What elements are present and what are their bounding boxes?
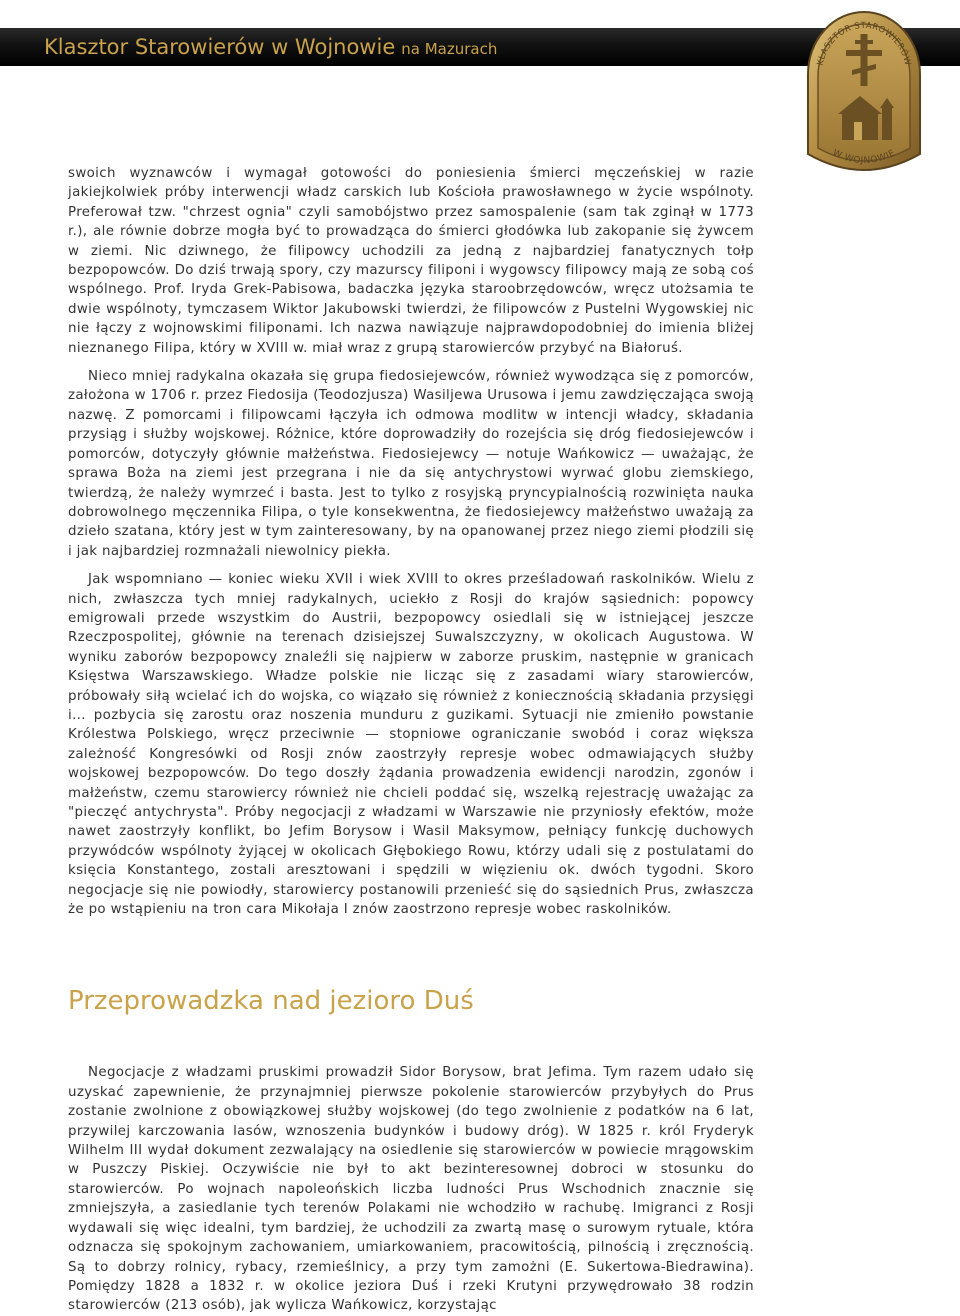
- paragraph: Jak wspomniano — koniec wieku XVII i wiek XVIII to okres prześladowań raskolników. Wielu z nich, zwłaszcza tych mniej radykalnych, uciekło z Rosji do krajów sąsiednich: popowcy emigrowali przede wszystkim do Austrii, bezpopowcy osiedlali się w istniejącej jeszcze Rzeczpospolitej, głównie na terenach dzisiejszej Suwalszczyzny, w okolicach Augustowa. W wyniku zaborów bezpopowcy znaleźli się najpierw w zaborze pruskim, następnie w granicach Księstwa Warszawskiego. Władze polskie nie licząc się z zasadami wiary starowierców, próbowały siłą wcielać ich do wojska, co wiązało się również z koniecznością składania przysięgi i... pozbycia się zarostu oraz noszenia munduru z guzikami. Sytuacji nie zmieniło powstanie Królestwa Polskiego, wręcz przeciwnie — stopniowe ograniczanie swobód i coraz większa zależność Kongresówki od Rosji znów zaostrzyły represje wobec odmawiających służby wojskowej bezpopowców. Do tego doszły żądania prowadzenia ewidencji narodzin, zgonów i małżeństw, czemu starowiercy również nie chcieli poddać się, wszelką rejestrację uważając za "pieczęć antychrysta". Próby negocjacji z władzami w Warszawie nie przyniosły efektów, może nawet zaostrzyły konflikt, bo Jefim Borysow i Wasil Maksymow, pełniący funkcję duchowych przywódców wspólnoty żyjącej w okolicach Głębokiego Rowu, którzy udali się z postulatami do księcia Konstantego, zostali aresztowani i spędzili w więzieniu ok. dwóch tygodni. Skoro negocjacje się nie powiodły, starowiercy postanowili przenieść się do sąsiednich Prus, zwłaszcza że po wstąpieniu na tron cara Mikołaja I znów zaostrzono represje wobec raskolników.: [68, 572, 754, 918]
- site-title-main: Klasztor Starowierów w Wojnowie: [44, 35, 396, 59]
- emblem-top-text: KLASZTOR STAROWIERÓW: [815, 20, 913, 67]
- emblem-bottom-text: W WOJNOWIE: [830, 148, 898, 167]
- site-title-sub: na Mazurach: [401, 40, 498, 58]
- section-heading: Przeprowadzka nad jezioro Duś: [68, 986, 474, 1017]
- paragraph: swoich wyznawców i wymagał gotowości do poniesienia śmierci męczeńskiej w razie jakiejkolwiek próby interwencji władz carskich lub Kościoła prawosławnego w życie wspólnoty. Preferował tzw. "chrzest ognia" czyli samobójstwo przez samospalenie (sam tak zginął w 1773 r.), ale równie dobrze mogła być to prowadząca do śmierci głodówka lub zakopanie się żywcem w ziemi. Nic dziwnego, że filipowcy uchodzili za jedną z najbardziej fanatycznych tołp bezpopowców. Do dziś trwają spory, czy mazurscy filiponi i wygowscy filipowcy mają ze sobą coś wspólnego. Prof. Iryda Grek-Pabisowa, badaczka języka staroobrzędowców, wręcz utożsamia te dwie wspólnoty, tymczasem Wiktor Jakubowski twierdzi, że filipowców z Pustelni Wygowskiej nic nie łączy z wojnowskimi filiponami. Ich nazwa nawiązuje najprawdopodobniej do imienia bliżej nieznanego Filipa, który w XVIII w. miał wraz z grupą starowierców przybyć na Białoruś.: [68, 166, 754, 356]
- site-title[interactable]: [44, 30, 497, 64]
- article-body: [68, 164, 754, 1316]
- monastery-emblem: [804, 4, 924, 176]
- paragraph: Negocjacje z władzami pruskimi prowadził Sidor Borysow, brat Jefima. Tym razem udało się uzyskać zapewnienie, że przynajmniej pierwsze pokolenie starowierców przybyłych do Prus zostanie zwolnione z obowiązkowej służby wojskowej (do tego zwolnienie z podatków na 6 lat, przywilej karczowania lasów, wznoszenia budynków i budowy dróg). W 1825 r. król Fryderyk Wilhelm III wydał dokument zezwalający na osiedlenie się starowierców w powiecie mrągowskim w Puszczy Piskiej. Oczywiście nie był to akt bezinteresownej dobroci w stosunku do starowierców. Po wojnach napoleońskich liczba ludności Prus Wschodnich znacznie się zmniejszyła, a zasiedlanie tych terenów Polakami nie wchodziło w rachubę. Imigranci z Rosji wydawali się więc idealni, tym bardziej, że uchodzili za zwartą masę o surowym rytuale, która odznacza się spokojnym zachowaniem, umiarkowaniem, pracowitością, pilnością i zręcznością. Są to dobrzy rolnicy, rybacy, rzemieślnicy, a przy tym zamożni (E. Sukertowa-Biedrawina). Pomiędzy 1828 a 1832 r. w okolice jeziora Duś i rzeki Krutyni przywędrowało 38 rodzin starowierców (213 osób), jak wylicza Wańkowicz, korzystając: [68, 1065, 754, 1314]
- paragraph: Nieco mniej radykalna okazała się grupa fiedosiejewców, również wywodząca się z pomorców, założona w 1706 r. przez Fiedosija (Teodozjusza) Wasiljewa Urusowa i jemu zawdzięczająca swoją nazwę. Z pomorcami i filipowcami łączyła ich odmowa modlitw w intencji władcy, składania przysiąg i służby wojskowej. Różnice, które doprowadziły do rozejścia się dróg fiedosiejewców i pomorców, dotyczyły głównie małżeństwa. Fiedosiejewcy — notuje Wańkowicz — uważając, że sprawa Boża na ziemi jest przegrana i nie da się antychrystowi wyrwać globu ziemskiego, twierdzą, że należy wymrzeć i basta. Jest to tylko z rosyjską pryncypialnością rozwinięta nauka dobrowolnego męczennika Filipa, o tyle konsekwentna, że fiedosiejewcy małżeństwo uważają za dzieło szatana, który jest w tym zainteresowany, by na opanowanej przez niego ziemi płodzili się i jak najbardziej rozmnażali niewolnicy piekła.: [68, 369, 754, 559]
